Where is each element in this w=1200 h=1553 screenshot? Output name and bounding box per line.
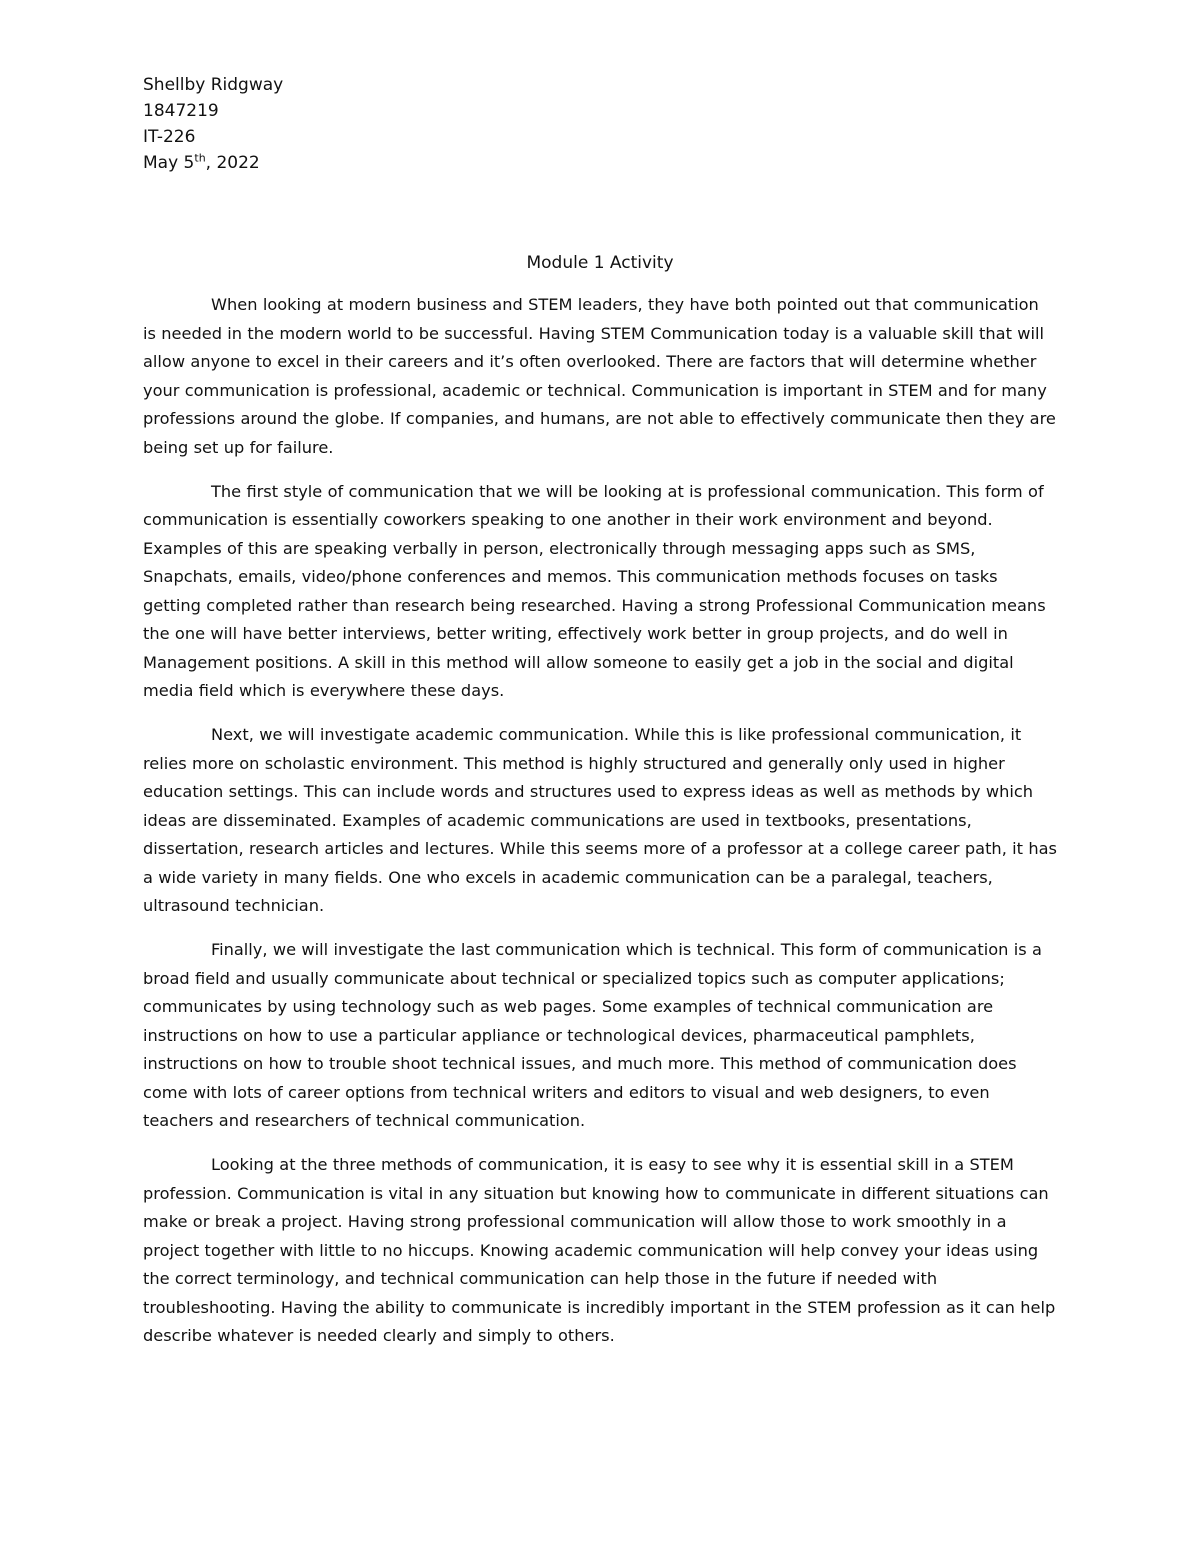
date-ordinal-suffix: th bbox=[194, 151, 206, 165]
header-block bbox=[143, 72, 743, 176]
paragraph-technical: Finally, we will investigate the last communication which is technical. This form of communication is a broad field and usually communicate about technical or specialized topics such as computer applications; communicates by using technology such as web pages. Some examples of technical communication are instructions on how to use a particular appliance or technological devices, pharmaceutical pamphlets, instructions on how to trouble shoot technical issues, and much more. This method of communication does come with lots of career options from technical writers and editors to visual and web designers, to even teachers and researchers of technical communication. bbox=[143, 940, 1042, 1130]
course-code: IT-226 bbox=[143, 127, 196, 147]
paragraph-professional: The first style of communication that we will be looking at is professional communication. This form of communication is essentially coworkers speaking to one another in their work environment and beyond. Examples of this are speaking verbally in person, electronically through messaging apps such as SMS, Snapchats, emails, video/phone conferences and memos. This communication methods focuses on tasks getting completed rather than research being researched. Having a strong Professional Communication means the one will have better interviews, better writing, effectively work better in group projects, and do well in Management positions. A skill in this method will allow someone to easily get a job in the social and digital media field which is everywhere these days. bbox=[143, 481, 1046, 700]
essay-body bbox=[143, 291, 1057, 1366]
author-name: Shellby Ridgway bbox=[143, 75, 284, 95]
document-title: Module 1 Activity bbox=[526, 253, 674, 273]
paragraph-conclusion: Looking at the three methods of communication, it is easy to see why it is essential skill in a STEM profession. Communication is vital in any situation but knowing how to communicate in different situations can make or break a project. Having strong professional communication will allow those to work smoothly in a project together with little to no hiccups. Knowing academic communication will help convey your ideas using the correct terminology, and technical communication can help those in the future if needed with troubleshooting. Having the ability to communicate is incredibly important in the STEM profession as it can help describe whatever is needed clearly and simply to others. bbox=[143, 1155, 1056, 1345]
date-month-day: May 5 bbox=[143, 153, 195, 173]
date-year: , 2022 bbox=[205, 153, 260, 173]
paragraph-academic: Next, we will investigate academic communication. While this is like professional communication, it relies more on scholastic environment. This method is highly structured and generally only used in higher education settings. This can include words and structures used to express ideas as well as methods by which ideas are disseminated. Examples of academic communications are used in textbooks, presentations, dissertation, research articles and lectures. While this seems more of a professor at a college career path, it has a wide variety in many fields. One who excels in academic communication can be a paralegal, teachers, ultrasound technician. bbox=[143, 725, 1057, 915]
submission-date bbox=[143, 150, 743, 176]
paragraph-intro: When looking at modern business and STEM leaders, they have both pointed out that communication is needed in the modern world to be successful. Having STEM Communication today is a valuable skill that will allow anyone to excel in their careers and it’s often overlooked. There are factors that will determine whether your communication is professional, academic or technical. Communication is important in STEM and for many professions around the globe. If companies, and humans, are not able to effectively communicate then they are being set up for failure. bbox=[143, 295, 1056, 457]
student-id: 1847219 bbox=[143, 101, 219, 121]
